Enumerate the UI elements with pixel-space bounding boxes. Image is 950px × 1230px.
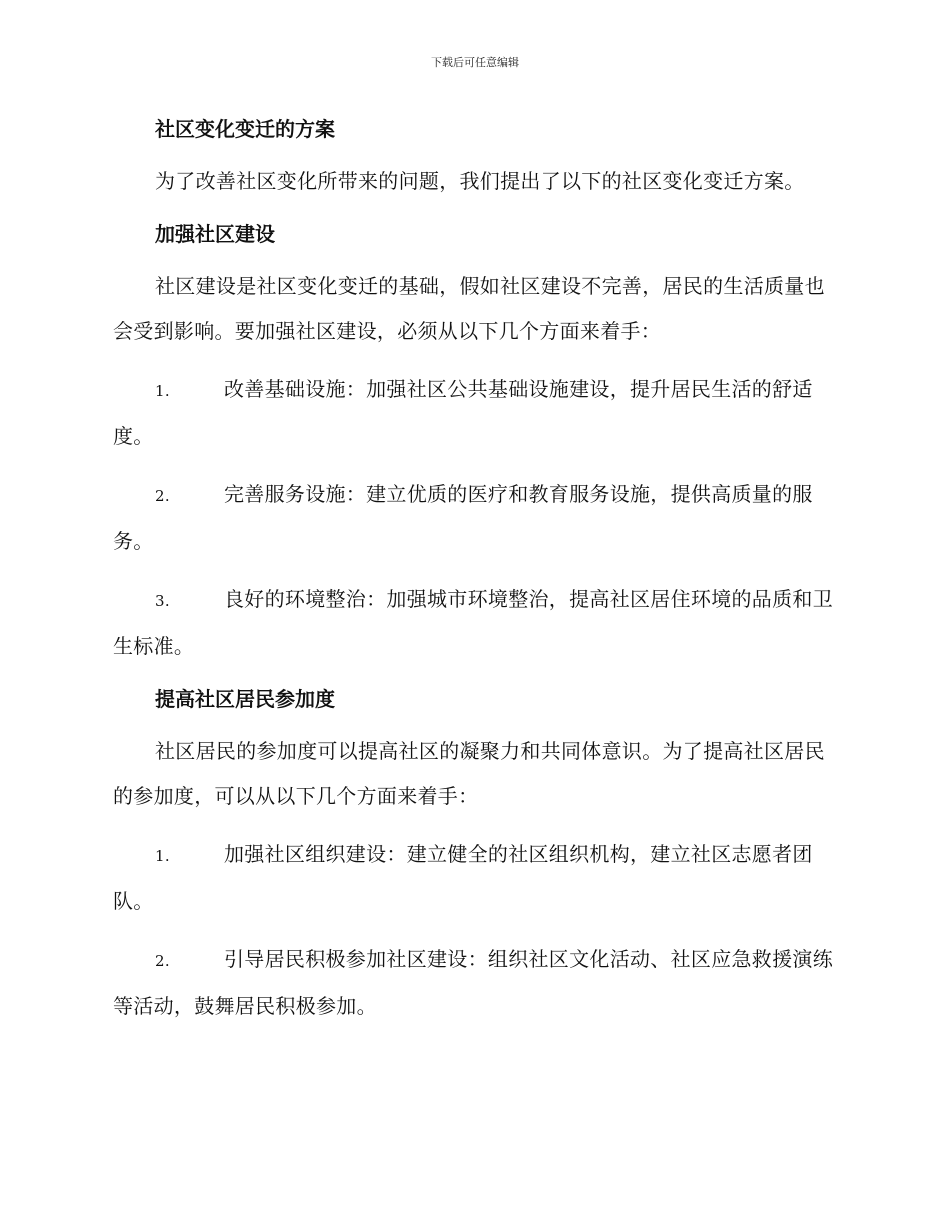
list-number: 1. bbox=[155, 847, 170, 865]
intro-paragraph: 为了改善社区变化所带来的问题，我们提出了以下的社区变化变迁方案。 bbox=[155, 169, 805, 193]
list-text: 完善服务设施：建立优质的医疗和教育服务设施，提供高质量的服务。 bbox=[113, 482, 813, 553]
section-paragraph: 社区建设是社区变化变迁的基础，假如社区建设不完善，居民的生活质量也会受到影响。要加强社区建设，必须从以下几个方面来着手： bbox=[113, 274, 825, 343]
list-item bbox=[113, 937, 835, 1029]
section-paragraph: 社区居民的参加度可以提高社区的凝聚力和共同体意识。为了提高社区居民的参加度，可以从以下几个方面来着手： bbox=[113, 739, 825, 808]
list-item bbox=[113, 472, 835, 564]
list-number: 2. bbox=[155, 487, 170, 505]
list-number: 3. bbox=[155, 592, 170, 610]
document-body bbox=[113, 112, 835, 1029]
list-text: 加强社区组织建设：建立健全的社区组织机构，建立社区志愿者团队。 bbox=[113, 842, 813, 913]
section-heading: 提高社区居民参加度 bbox=[155, 687, 335, 711]
list-text: 良好的环境整治：加强城市环境整治，提高社区居住环境的品质和卫生标准。 bbox=[113, 587, 833, 658]
list-item bbox=[113, 832, 835, 924]
header-note: 下载后可任意编辑 bbox=[431, 56, 519, 69]
section-heading: 加强社区建设 bbox=[155, 222, 275, 246]
list-number: 1. bbox=[155, 382, 170, 400]
list-text: 改善基础设施：加强社区公共基础设施建设，提升居民生活的舒适度。 bbox=[113, 377, 813, 448]
list-number: 2. bbox=[155, 952, 170, 970]
list-item bbox=[113, 577, 835, 669]
list-text: 引导居民积极参加社区建设：组织社区文化活动、社区应急救援演练等活动，鼓舞居民积极参加。 bbox=[113, 947, 833, 1018]
document-title: 社区变化变迁的方案 bbox=[155, 117, 335, 141]
list-item bbox=[113, 367, 835, 459]
